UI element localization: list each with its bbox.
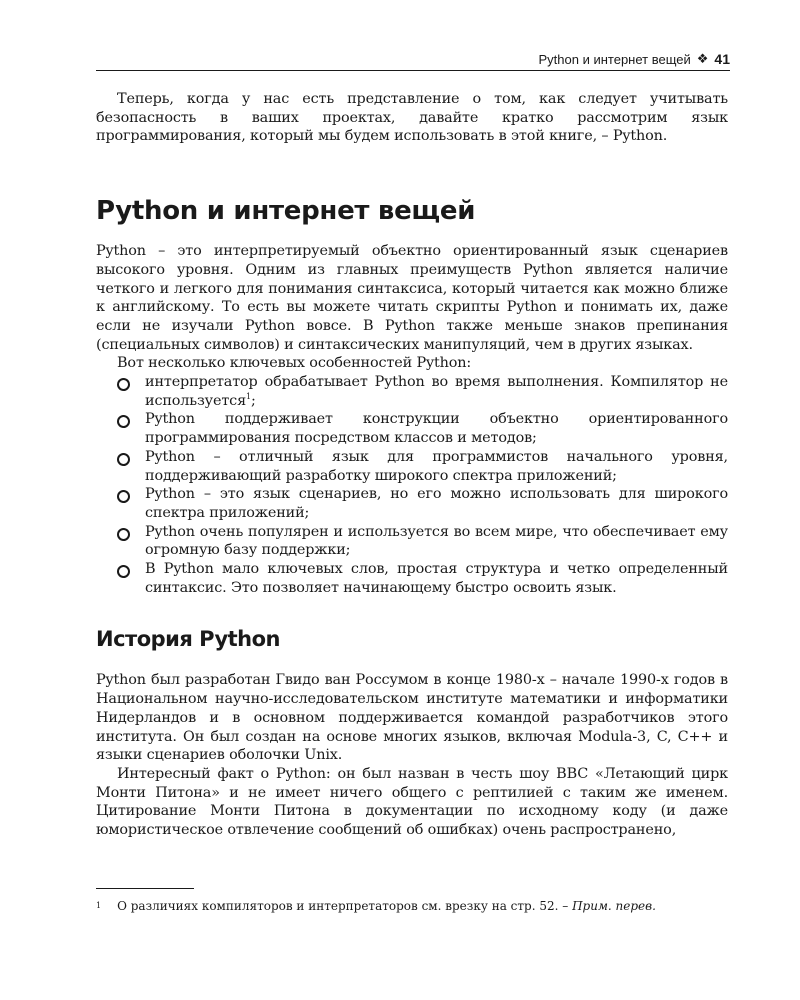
footnote-ref[interactable]: 1 [246,391,251,401]
history-paragraph-2: Интересный факт о Python: он был назван в честь шоу BBC «Летающий цирк Монти Питона» и не имеет ничего общего с рептилией с таким же именем. Цитирование Монти Питона в документации по исходному коду (и даже юмористическое отвлечение сообщений об ошибках) очень распространено, [96,765,728,839]
footnote [96,898,728,914]
translator-note: Прим. перев. [572,899,656,913]
list-item-text: Python поддерживает конструкции объектно ориентированного программирования посредством классов и методов; [145,411,728,447]
list-item [145,523,728,560]
circle-bullet-icon [117,528,130,541]
list-item [145,410,728,447]
list-item-text: интерпретатор обрабатывает Python во время выполнения. Компилятор не используется [145,374,728,409]
page-body [96,90,728,840]
intro-paragraph: Теперь, когда у нас есть представление о том, как следует учитывать безопасность в ваших проектах, давайте кратко рассмотрим язык программирования, который мы будем использовать в этой книге, – Python. [96,91,728,145]
circle-bullet-icon [117,565,130,578]
diamond-separator-icon: ❖ [696,51,709,66]
list-item-tail: ; [250,392,256,409]
list-item-text: В Python мало ключевых слов, простая структура и четко определенный синтаксис. Это позволяет начинающему быстро освоить язык. [145,561,728,596]
list-item-text: Python – отличный язык для программистов начального уровня, поддерживающий разработку широкого спектра приложений; [145,448,728,484]
footnote-mark: 1 [96,901,102,910]
list-item [145,448,728,485]
history-paragraph-1: Python был разработан Гвидо ван Россумом в конце 1980-х – начале 1990-х годов в Национальном научно-исследовательском институте математики и информатики Нидерландов и в основном поддерживается командой разработчиков этого института. Он был создан на основе многих языков, включая Modula-3, C, C++ и языки сценариев оболочки Unix. [96,672,728,764]
circle-bullet-icon [117,453,130,466]
running-header [96,48,730,71]
list-item-text: Python – это язык сценариев, но его можно использовать для широкого спектра приложений; [145,486,728,521]
running-title: Python и интернет вещей [538,51,691,67]
circle-bullet-icon [117,415,130,428]
list-item [145,560,728,597]
list-item [145,373,728,410]
section1-paragraph: Python – это интерпретируемый объектно ориентированный язык сценариев высокого уровня. Одним из главных преимуществ Python является наличие четкого и легкого для понимания синтаксиса, который читается как можно ближе к английскому. То есть вы можете читать скрипты Python и понимать их, даже если не изучали Python вовсе. В Python также меньше знаков препинания (специальных символов) и синтаксических манипуляций, чем в других языках. [96,243,728,353]
circle-bullet-icon [117,490,130,503]
section-heading-python-iot: Python и интернет вещей [96,196,476,227]
list-item [145,485,728,522]
footnote-text: О различиях компиляторов и интерпретаторов см. врезку на стр. 52. – [117,899,573,913]
features-intro: Вот несколько ключевых особенностей Python: [117,355,472,372]
section-heading-history: История Python [96,627,280,652]
features-list [96,373,728,597]
circle-bullet-icon [117,378,130,391]
page-number: 41 [714,51,730,67]
footnote-divider [96,888,194,889]
list-item-text: Python очень популярен и используется во всем мире, что обеспечивает ему огромную базу поддержки; [145,523,728,559]
